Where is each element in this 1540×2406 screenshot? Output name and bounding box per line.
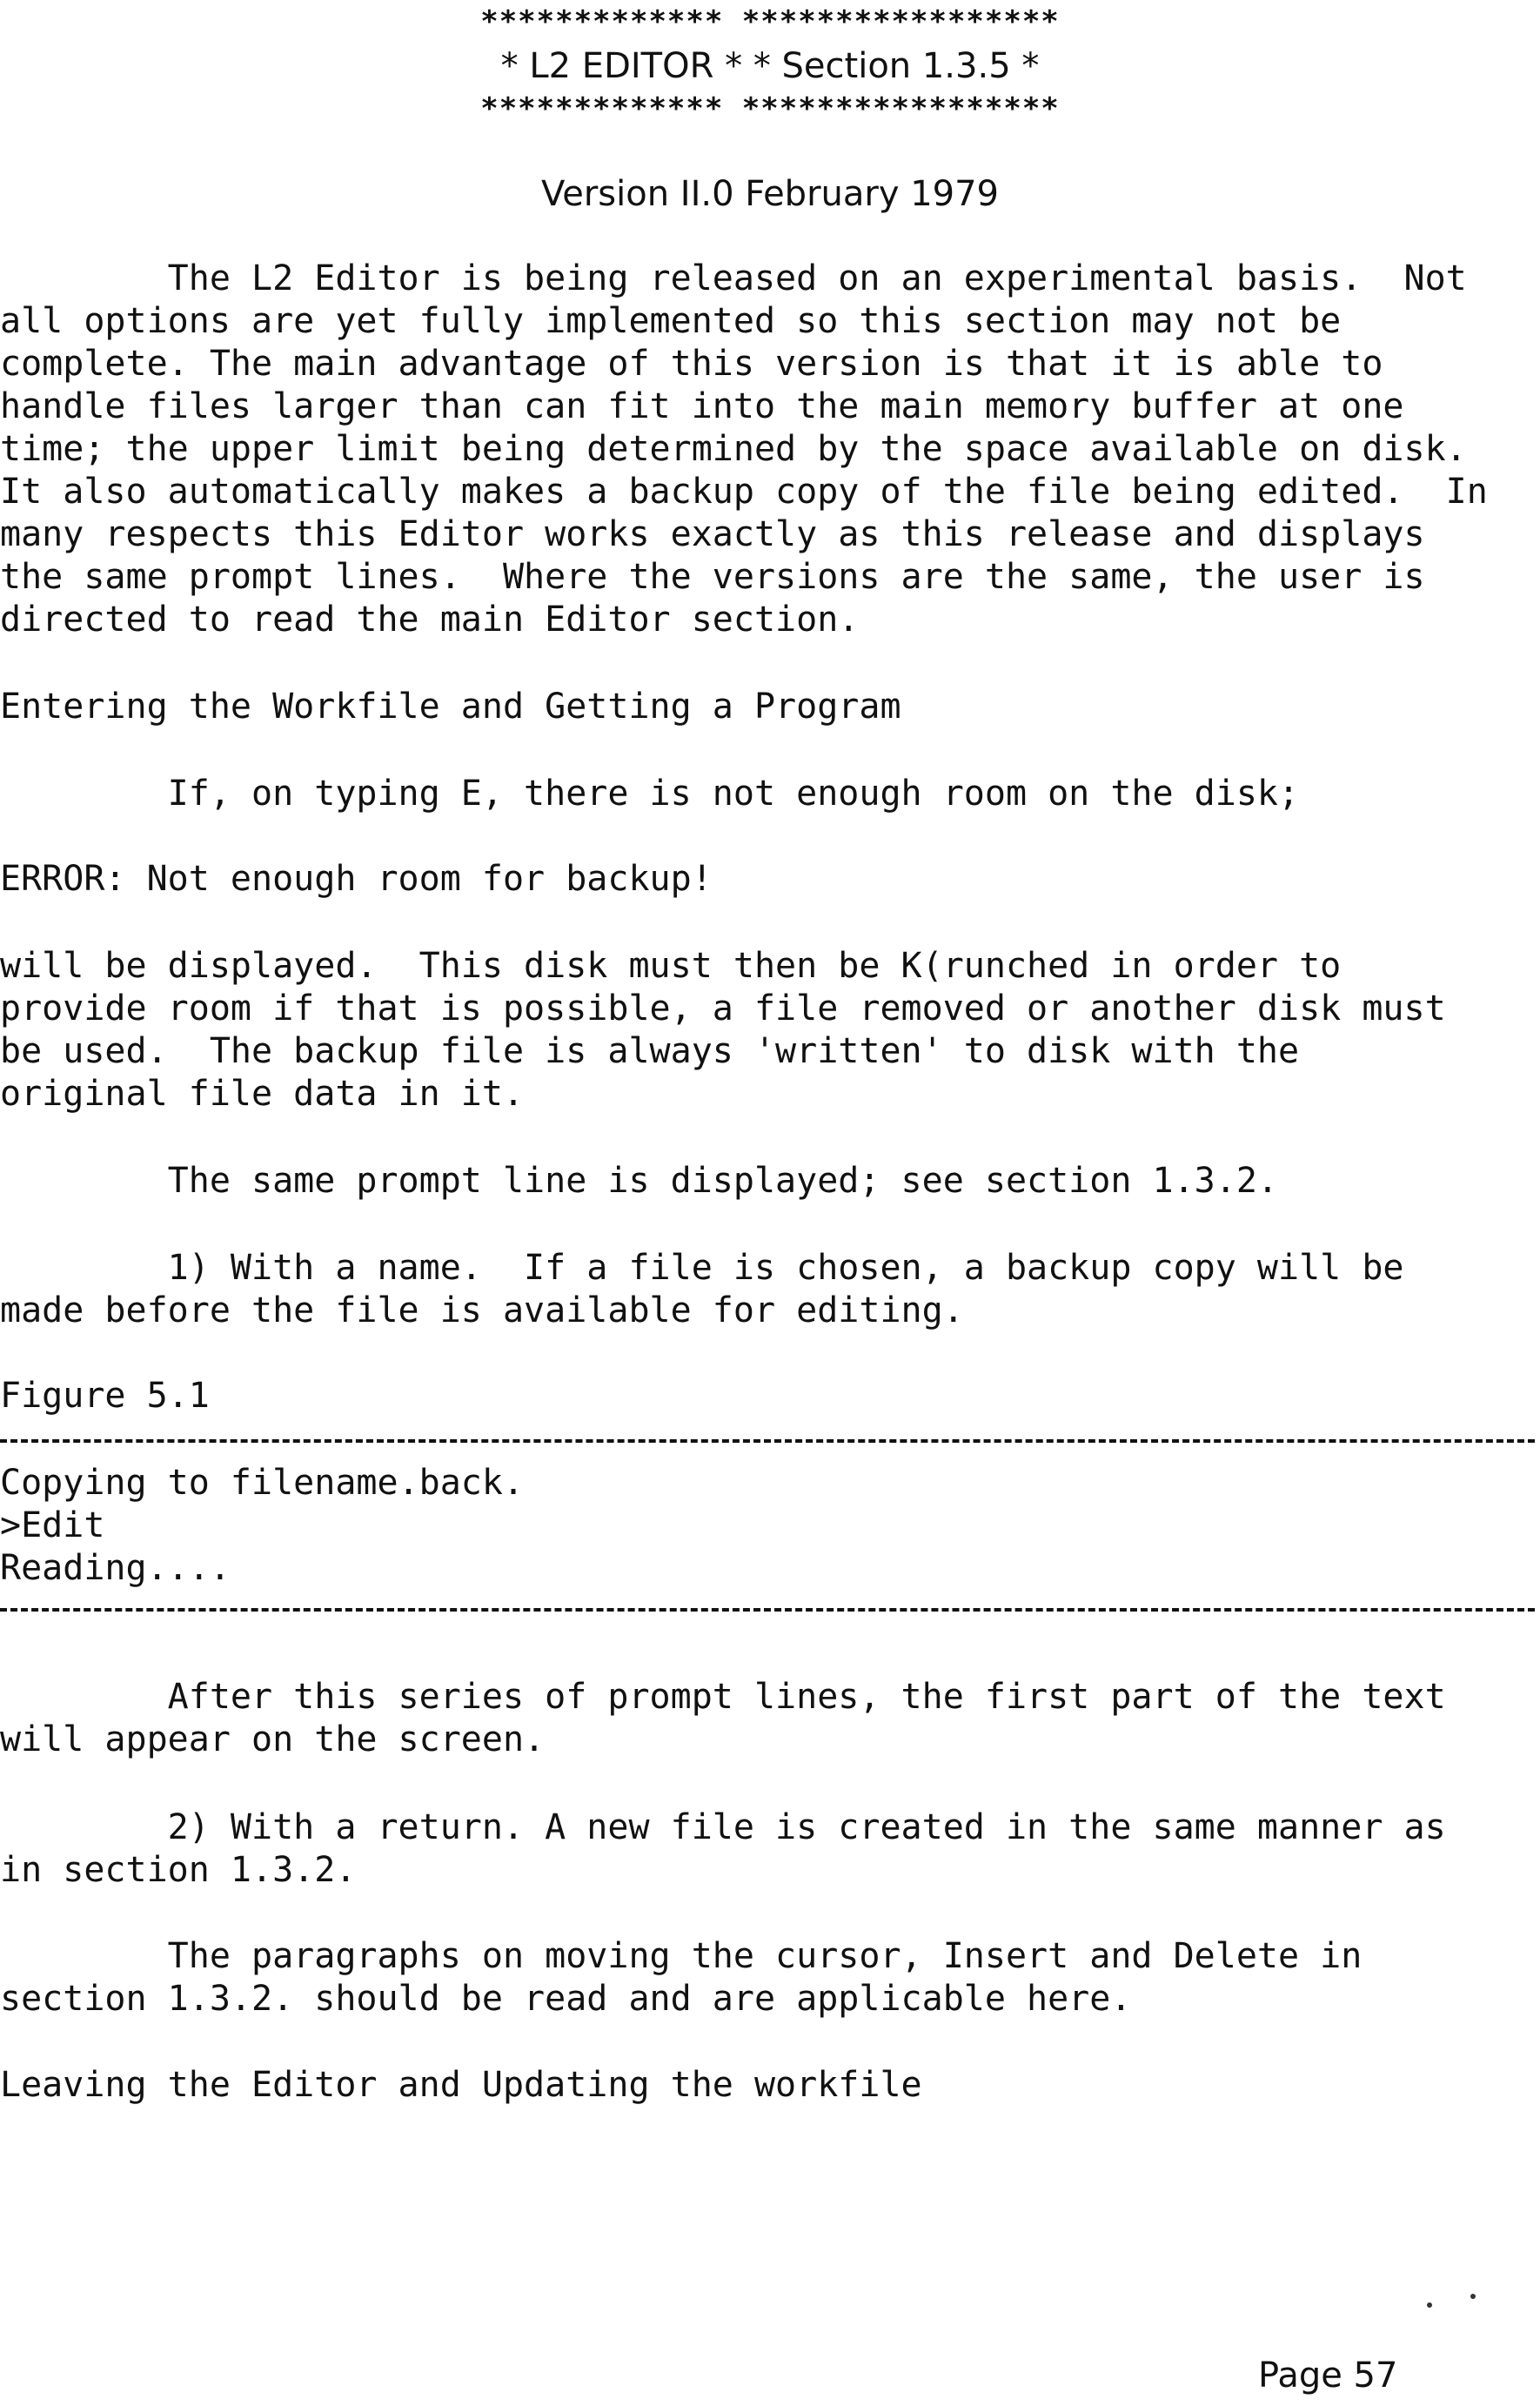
heading-entering-workfile: Entering the Workfile and Getting a Program xyxy=(0,687,901,727)
text-line: If, on typing E, there is not enough room on the disk; xyxy=(0,774,1300,814)
text-line: the same prompt lines. Where the versions are the same, the user is xyxy=(0,557,1425,597)
text-line: complete. The main advantage of this version is that it is able to xyxy=(0,344,1383,384)
text-line: original file data in it. xyxy=(0,1074,525,1114)
text-line: many respects this Editor works exactly as this release and displays xyxy=(0,514,1425,554)
text-line: all options are yet fully implemented so this section may not be xyxy=(0,301,1342,341)
text-line: The L2 Editor is being released on an experimental basis. Not xyxy=(0,258,1467,298)
text-line: will appear on the screen. xyxy=(0,1719,546,1759)
scan-speck xyxy=(1427,2302,1432,2308)
section-title: * L2 EDITOR * * Section 1.3.5 * xyxy=(500,46,1040,86)
text-line: directed to read the main Editor section. xyxy=(0,600,860,640)
text-line: time; the upper limit being determined by the space available on disk. xyxy=(0,429,1467,469)
error-message: ERROR: Not enough room for backup! xyxy=(0,859,713,899)
text-line: provide room if that is possible, a file removed or another disk must xyxy=(0,989,1446,1029)
page-number: Page 57 xyxy=(1258,2356,1398,2396)
text-line: will be displayed. This disk must then be K(runched in order to xyxy=(0,946,1342,986)
figure-label: Figure 5.1 xyxy=(0,1376,210,1416)
heading-leaving-editor: Leaving the Editor and Updating the workfile xyxy=(0,2065,922,2105)
text-line: The same prompt line is displayed; see section 1.3.2. xyxy=(0,1161,1279,1201)
figure-line: Reading.... xyxy=(0,1548,231,1588)
text-line: 2) With a return. A new file is created in the same manner as xyxy=(0,1807,1446,1847)
version-line: Version II.0 February 1979 xyxy=(540,174,1000,214)
text-line: section 1.3.2. should be read and are applicable here. xyxy=(0,1979,1132,2019)
figure-bottom-rule xyxy=(0,1608,1535,1612)
scan-speck xyxy=(1470,2294,1476,2299)
text-line: be used. The backup file is always 'written' to disk with the xyxy=(0,1031,1300,1071)
text-line: handle files larger than can fit into the main memory buffer at one xyxy=(0,386,1404,426)
text-line: 1) With a name. If a file is chosen, a backup copy will be xyxy=(0,1248,1404,1288)
text-line: It also automatically makes a backup copy of the file being edited. In xyxy=(0,472,1488,512)
figure-top-rule xyxy=(0,1439,1535,1443)
text-line: made before the file is available for editing. xyxy=(0,1290,964,1330)
header-stars-bottom: ************* ***************** xyxy=(480,91,1060,126)
text-line: After this series of prompt lines, the first part of the text xyxy=(0,1677,1446,1717)
figure-line: Copying to filename.back. xyxy=(0,1463,525,1503)
text-line: in section 1.3.2. xyxy=(0,1850,357,1890)
header-stars-top: ************* ***************** xyxy=(480,4,1060,39)
figure-line: >Edit xyxy=(0,1505,105,1545)
text-line: The paragraphs on moving the cursor, Insert and Delete in xyxy=(0,1936,1363,1976)
